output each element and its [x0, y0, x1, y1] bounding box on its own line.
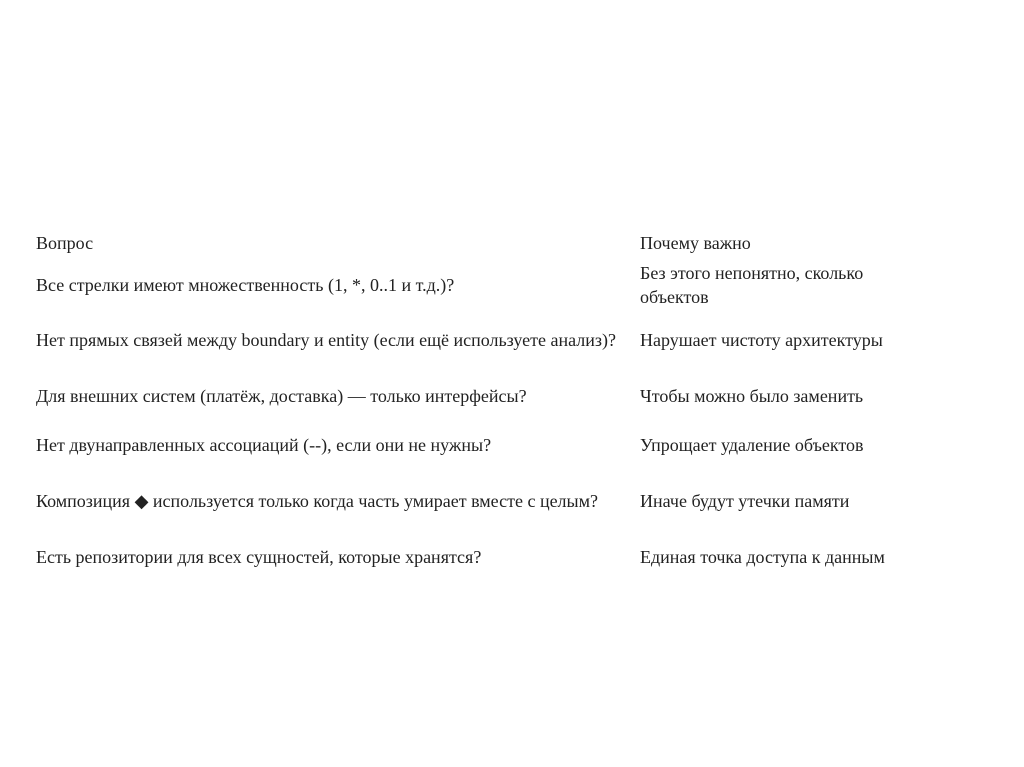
table-row — [36, 536, 936, 578]
table-row — [36, 424, 936, 466]
table-header-row — [36, 228, 936, 258]
question-cell: Нет прямых связей между boundary и entity (если ещё используете анализ)? — [36, 330, 616, 350]
reason-cell: Упрощает удаление объектов — [640, 435, 864, 455]
question-cell: Композиция ◆ используется только когда часть умирает вместе с целым? — [36, 491, 599, 511]
header-question: Вопрос — [36, 233, 94, 253]
reason-cell: Чтобы можно было заменить — [640, 386, 864, 406]
checklist-table — [36, 228, 936, 578]
question-cell: Все стрелки имеют множественность (1, *, 0..1 и т.д.)? — [36, 275, 455, 295]
table-row — [36, 312, 936, 368]
question-cell: Нет двунаправленных ассоциаций (--), если они не нужны? — [36, 435, 492, 455]
reason-cell: Единая точка доступа к данным — [640, 547, 885, 567]
reason-cell: Нарушает чистоту архитектуры — [640, 330, 883, 350]
table-row — [36, 368, 936, 424]
question-cell: Есть репозитории для всех сущностей, которые хранятся? — [36, 547, 482, 567]
question-cell: Для внешних систем (платёж, доставка) — только интерфейсы? — [36, 386, 527, 406]
table-row — [36, 258, 936, 312]
reason-cell: Иначе будут утечки памяти — [640, 491, 850, 511]
reason-cell: Без этого непонятно, сколько объектов — [640, 263, 864, 307]
table-row — [36, 466, 936, 536]
header-reason: Почему важно — [640, 233, 751, 253]
